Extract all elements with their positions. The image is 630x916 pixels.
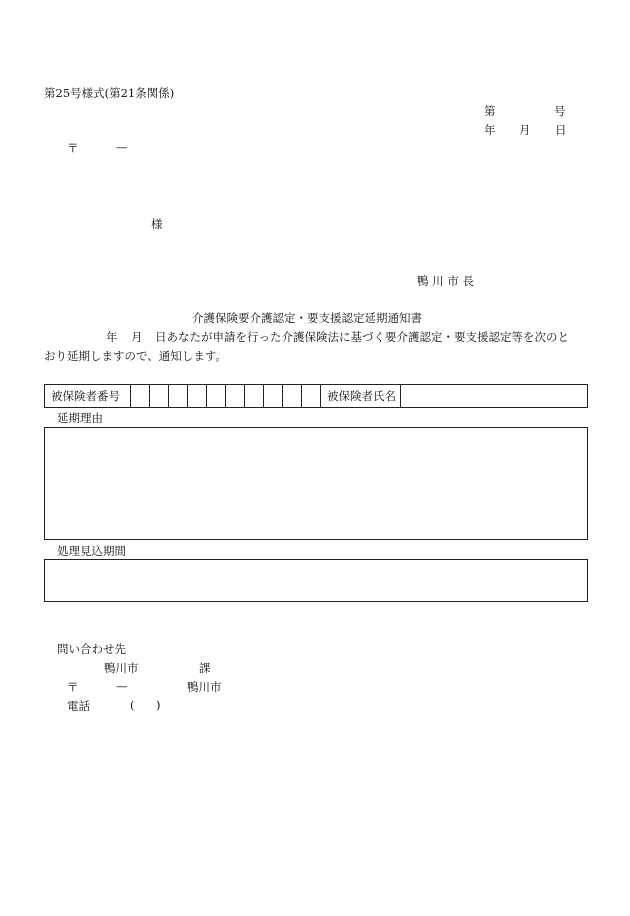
contact-phone-close: ) (156, 698, 161, 712)
doc-number-suffix: 号 (554, 104, 566, 118)
insured-name-label: 被保険者氏名 (321, 385, 401, 408)
insured-number-digit-cell[interactable] (188, 385, 207, 408)
postal-dash: — (116, 140, 128, 154)
insured-number-digit-cell[interactable] (302, 385, 321, 408)
doc-number-prefix: 第 (484, 104, 496, 118)
contact-dept: 課 (199, 661, 211, 675)
insured-number-digit-cell[interactable] (207, 385, 226, 408)
form-label: 第25号様式(第21条関係) (44, 86, 175, 100)
insured-number-digit-cell[interactable] (131, 385, 150, 408)
insured-number-digit-cell[interactable] (150, 385, 169, 408)
recipient-honorific: 様 (151, 217, 163, 231)
date-day: 日 (555, 123, 567, 137)
insured-number-digit-cell[interactable] (226, 385, 245, 408)
period-label: 処理見込期間 (57, 544, 126, 558)
contact-phone-open: ( (130, 698, 135, 712)
body-year: 年 (106, 330, 118, 344)
body-month: 月 (131, 330, 143, 344)
body-line-1: 日あなたが申請を行った介護保険法に基づく要介護認定・要支援認定等を次のと (155, 330, 569, 344)
insured-row (45, 385, 588, 408)
contact-heading: 問い合わせ先 (57, 642, 126, 656)
period-box[interactable] (44, 559, 588, 602)
contact-phone-label: 電話 (67, 699, 90, 713)
reason-label: 延期理由 (57, 411, 103, 425)
contact-postal-dash: — (116, 679, 128, 693)
insured-name-field[interactable] (401, 385, 588, 408)
reason-box[interactable] (44, 427, 588, 540)
issuer: 鴨 川 市 長 (417, 274, 474, 288)
insured-number-digit-cell[interactable] (245, 385, 264, 408)
insured-number-digit-cell[interactable] (169, 385, 188, 408)
contact-postal-mark: 〒 (67, 680, 79, 694)
date-year: 年 (484, 123, 496, 137)
body-line-2: おり延期しますので、通知します。 (44, 349, 227, 363)
contact-city: 鴨川市 (104, 661, 139, 675)
postal-mark: 〒 (67, 141, 79, 155)
insured-number-digit-cell[interactable] (283, 385, 302, 408)
document-title: 介護保険要介護認定・要支援認定延期通知書 (192, 311, 422, 325)
date-month: 月 (519, 123, 531, 137)
contact-address-city: 鴨川市 (187, 680, 222, 694)
insured-number-digit-cell[interactable] (264, 385, 283, 408)
insured-number-label: 被保険者番号 (45, 385, 131, 408)
insured-table (44, 384, 588, 408)
